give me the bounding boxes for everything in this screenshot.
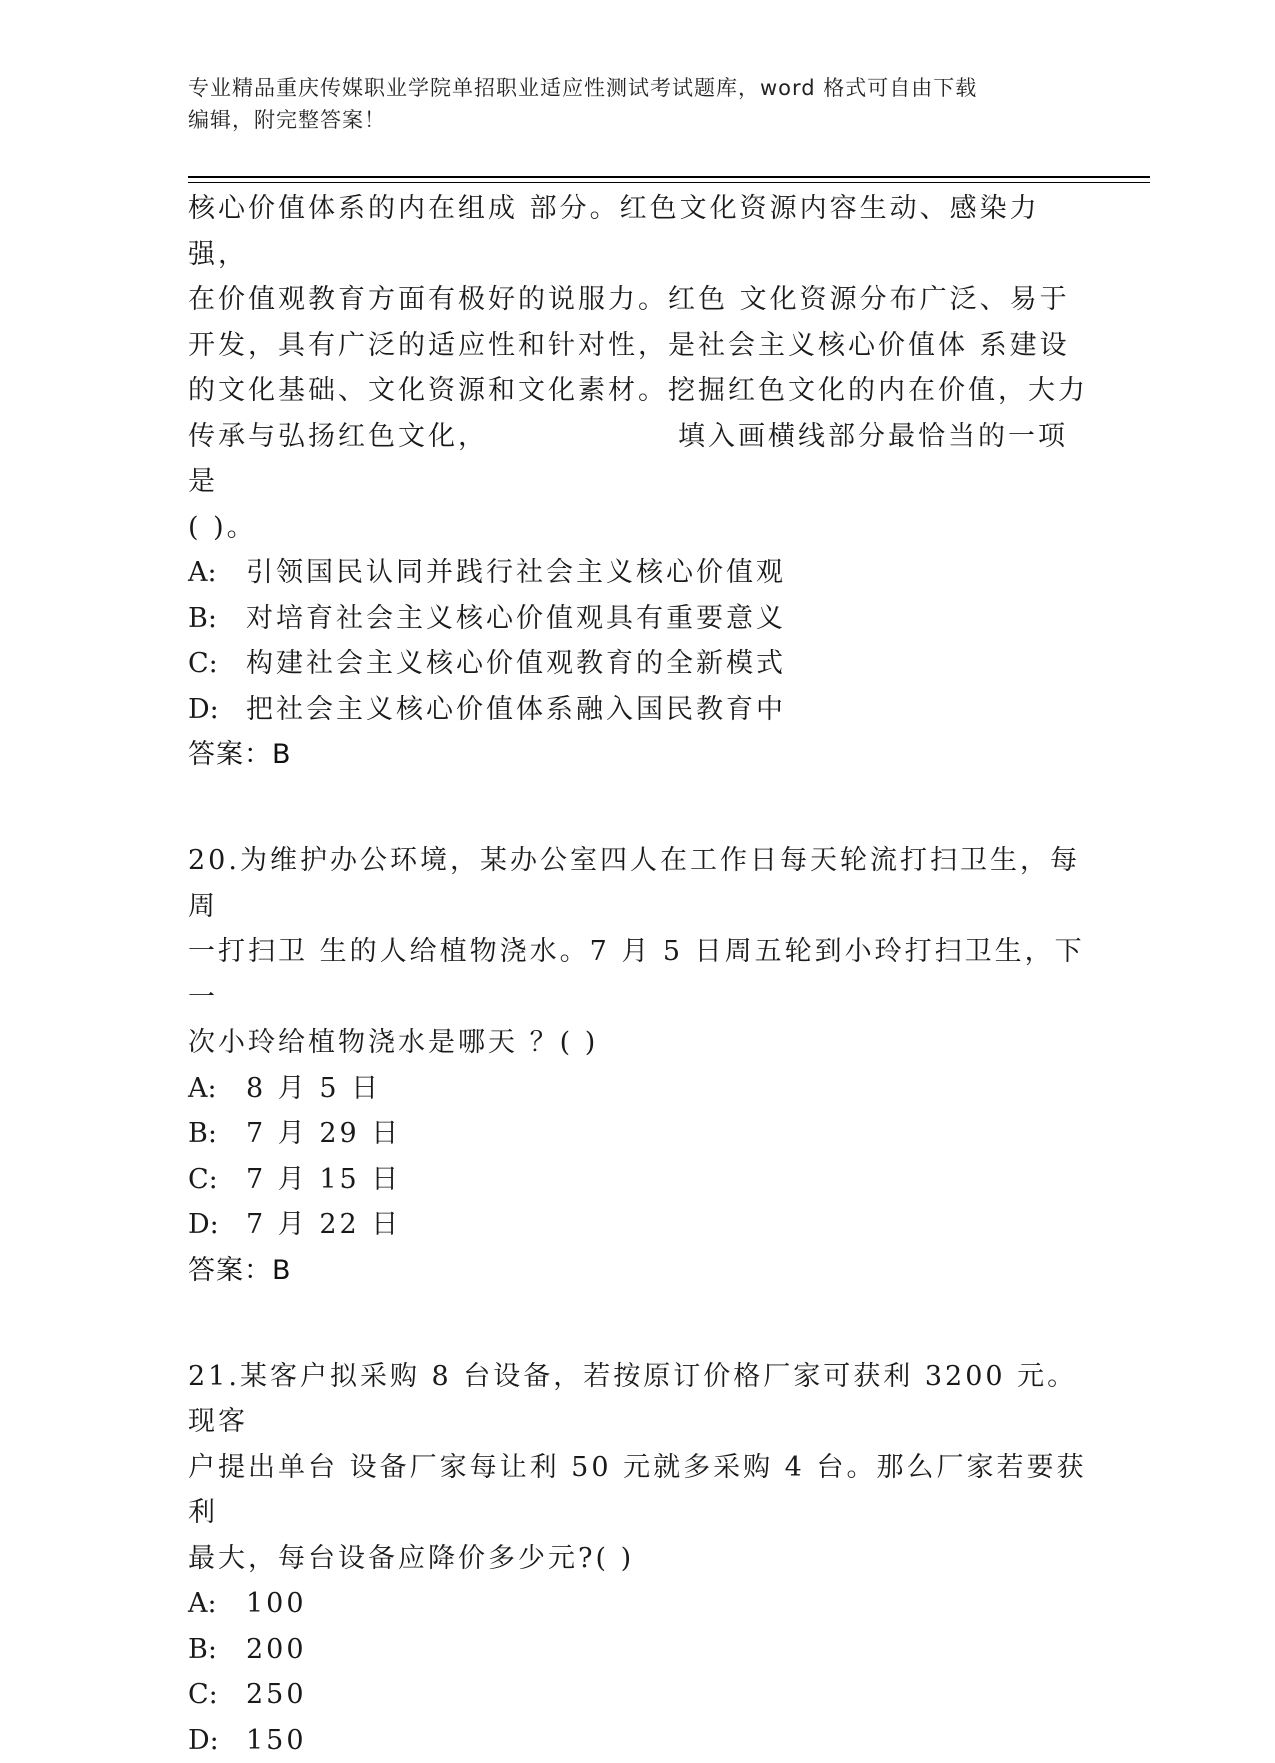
option-text: 200 <box>246 1627 307 1673</box>
option-key: B: <box>188 1627 246 1673</box>
header-line-1: 专业精品重庆传媒职业学院单招职业适应性测试考试题库，word 格式可自由下载 <box>188 72 1068 104</box>
answer-line: 答案：B <box>188 732 1088 778</box>
option-b <box>188 1627 1088 1673</box>
option-d <box>188 1718 1088 1763</box>
option-key: B: <box>188 596 246 642</box>
option-text: 7 月 22 日 <box>246 1202 401 1248</box>
option-key: A: <box>188 1066 246 1112</box>
header-rule-thick <box>188 176 1150 178</box>
question-text-line: 户提出单台 设备厂家每让利 50 元就多采购 4 台。那么厂家若要获利 <box>188 1445 1088 1536</box>
option-b <box>188 1111 1088 1157</box>
option-text: 250 <box>246 1672 307 1718</box>
option-c <box>188 641 1088 687</box>
question-text-line: 20.为维护办公环境，某办公室四人在工作日每天轮流打扫卫生，每周 <box>188 838 1088 929</box>
question-text-line: 的文化基础、文化资源和文化素材。挖掘红色文化的内在价值，大力 <box>188 368 1088 414</box>
question-text-segment: 填入画横线部分最恰当的一项是 <box>188 421 1068 498</box>
option-key: C: <box>188 1672 246 1718</box>
question-text-line: ( )。 <box>188 505 1088 551</box>
option-c <box>188 1672 1088 1718</box>
question-text-line: 在价值观教育方面有极好的说服力。红色 文化资源分布广泛、易于 <box>188 277 1088 323</box>
option-c <box>188 1157 1088 1203</box>
question-text-line: 次小玲给植物浇水是哪天 ？( ) <box>188 1020 1088 1066</box>
question-20 <box>188 838 1088 1294</box>
option-key: C: <box>188 641 246 687</box>
option-a <box>188 1066 1088 1112</box>
question-text-line: 开发，具有广泛的适应性和针对性，是社会主义核心价值体 系建设 <box>188 323 1088 369</box>
option-key: C: <box>188 1157 246 1203</box>
option-text: 7 月 29 日 <box>246 1111 401 1157</box>
option-a <box>188 1581 1088 1627</box>
option-key: A: <box>188 1581 246 1627</box>
header-rule-thin <box>188 182 1150 183</box>
question-text-line: 最大，每台设备应降价多少元?( ) <box>188 1536 1088 1582</box>
option-text: 把社会主义核心价值体系融入国民教育中 <box>246 687 786 733</box>
option-a <box>188 550 1088 596</box>
option-key: D: <box>188 1202 246 1248</box>
question-text-line: 一打扫卫 生的人给植物浇水。7 月 5 日周五轮到小玲打扫卫生，下一 <box>188 929 1088 1020</box>
option-key: B: <box>188 1111 246 1157</box>
option-text: 8 月 5 日 <box>246 1066 381 1112</box>
header-line-2: 编辑，附完整答案！ <box>188 104 1068 136</box>
option-text: 150 <box>246 1718 307 1763</box>
question-text-line: 核心价值体系的内在组成 部分。红色文化资源内容生动、感染力强， <box>188 186 1088 277</box>
question-text-line: 21.某客户拟采购 8 台设备，若按原订价格厂家可获利 3200 元。现客 <box>188 1354 1088 1445</box>
document-body <box>188 186 1088 1763</box>
option-d <box>188 687 1088 733</box>
option-key: D: <box>188 1718 246 1763</box>
question-21 <box>188 1354 1088 1763</box>
option-key: A: <box>188 550 246 596</box>
option-text: 7 月 15 日 <box>246 1157 401 1203</box>
question-text-segment: 传承与弘扬红色文化， <box>188 421 488 452</box>
option-text: 构建社会主义核心价值观教育的全新模式 <box>246 641 786 687</box>
question-text-line <box>188 414 1088 505</box>
option-d <box>188 1202 1088 1248</box>
option-b <box>188 596 1088 642</box>
document-header <box>188 72 1068 136</box>
option-key: D: <box>188 687 246 733</box>
question-19 <box>188 186 1088 778</box>
answer-line: 答案：B <box>188 1248 1088 1294</box>
option-text: 引领国民认同并践行社会主义核心价值观 <box>246 550 786 596</box>
option-text: 100 <box>246 1581 307 1627</box>
option-text: 对培育社会主义核心价值观具有重要意义 <box>246 596 786 642</box>
